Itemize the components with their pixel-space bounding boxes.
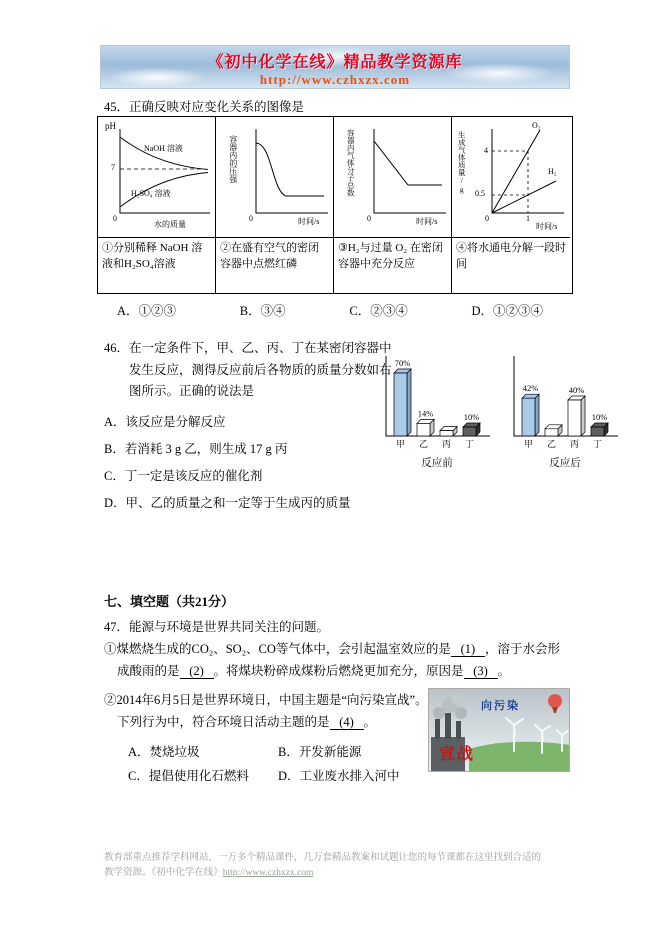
x-axis-label: 时间/s [416, 217, 438, 226]
q47-options [128, 742, 428, 784]
x-axis-label: 时间/s [536, 222, 558, 231]
svg-text:丁: 丁 [592, 439, 603, 449]
q45-caption-2 [216, 238, 334, 293]
q47-blank-3: (3) [464, 665, 498, 679]
svg-text:14%: 14% [417, 408, 434, 419]
x-axis-label: 时间/s [298, 217, 320, 226]
q45-caption-1 [98, 238, 216, 293]
svg-text:乙: 乙 [418, 439, 429, 449]
q47-p1-text: 。将煤块粉碎成煤粉后燃烧更加充分，原因是 [213, 663, 464, 678]
q45-graph-electrolysis [452, 117, 570, 238]
q47-option-d: D．工业废水排入河中 [278, 769, 400, 783]
svg-text:丁: 丁 [464, 439, 475, 449]
svg-text:42%: 42% [522, 383, 539, 394]
q45-stem: 45．正确反映对应变化关系的图像是 [104, 100, 305, 114]
bar-chart-before-plot [378, 346, 496, 454]
footer [104, 851, 576, 881]
q45-options [117, 301, 543, 319]
svg-text:70%: 70% [394, 358, 411, 368]
svg-text:甲: 甲 [395, 439, 406, 449]
y-axis-label: 容器内气体分子总数 [346, 129, 356, 197]
svg-text:乙: 乙 [546, 439, 557, 449]
o2-line-label: O₂ [532, 121, 541, 130]
poster-text-xuanzhan: 宣战 [439, 746, 476, 763]
ytick-05: 0.5 [475, 189, 485, 198]
q45-graph-table [97, 116, 573, 294]
q46-option-c: C．丁一定是该反应的催化剂 [104, 468, 263, 483]
footer-url: http://www.czhxzx.com [222, 868, 314, 878]
q45-option-b: B．③④ [239, 304, 286, 318]
footer-line-1: 教育部重点推荐学科网站，一万多个精品课件，几万套精品教案和试题让您的每节课都在这里找到合适的 [104, 853, 542, 863]
q45-graph-molecules [334, 117, 452, 238]
naoh-curve-label: NaOH 溶液 [144, 144, 183, 153]
svg-text:10%: 10% [591, 412, 608, 422]
q46-option-a: A．该反应是分解反应 [104, 414, 226, 429]
ytick-4: 4 [484, 146, 488, 155]
footer-line-2 [104, 866, 576, 881]
origin-label: 0 [367, 214, 371, 223]
q45-option-d: D．①②③④ [471, 304, 543, 318]
section-7-title: 七、填空题（共21分） [104, 594, 235, 609]
ph7-tick: 7 [111, 163, 115, 172]
bar-chart-before-caption: 反应前 [421, 458, 453, 469]
bar-chart-after [506, 346, 624, 470]
svg-text:40%: 40% [568, 385, 585, 395]
q45-option-a: A．①②③ [117, 304, 177, 318]
svg-text:丙: 丙 [569, 439, 580, 449]
bar-chart-after-caption: 反应后 [549, 458, 581, 469]
q47-blank-4: (4) [330, 716, 364, 730]
q45-option-c: C．②③④ [349, 304, 408, 318]
q47-p2-text: ②2014年6月5日是世界环境日，中国主题是“向污染宣战”。下列行为中，符合环境日活动主题的是 [104, 693, 428, 729]
h2so4-curve-label: H₂SO₄ 溶液 [131, 189, 171, 198]
y-axis-label: pH [105, 121, 116, 131]
caption-text: ②在盛有空气的密闭容器中点燃红磷 [220, 242, 319, 270]
bar-chart-before [378, 346, 496, 470]
q45-graph-pressure [216, 117, 334, 238]
q47-blank-2: (2) [180, 665, 214, 679]
svg-text:10%: 10% [463, 412, 480, 422]
q47-option-c: C．提倡使用化石燃料 [128, 769, 249, 783]
origin-label: 0 [249, 214, 253, 223]
q47-p1-text: ①煤燃烧生成的CO₂、SO₂、CO等气体中，会引起温室效应的是 [104, 642, 451, 656]
q47-p2-text: 。 [363, 714, 377, 729]
q46-charts [378, 346, 628, 470]
xtick-1: 1 [526, 214, 530, 223]
q46-stem: 46．在一定条件下，甲、乙、丙、丁在某密闭容器中发生反应，测得反应前后各物质的质量分数如右图所示。正确的说法是 [104, 341, 392, 398]
y-axis-label: 生成气体质量/g [457, 131, 467, 194]
q47-blank-1: (1) [451, 643, 485, 657]
origin-label: 0 [113, 214, 117, 223]
site-banner [100, 45, 570, 89]
q47-p1-text: 。 [497, 663, 511, 678]
q46-option-d: D．甲、乙的质量之和一定等于生成丙的质量 [104, 495, 351, 510]
q47-stem: 47．能源与环境是世界共同关注的问题。 [104, 620, 330, 634]
banner-url: http://www.czhxzx.com [259, 72, 411, 87]
q45-caption-3 [334, 238, 452, 293]
h2-line-label: H₂ [548, 167, 557, 176]
q47-option-a: A．焚烧垃圾 [128, 745, 200, 759]
q47-p1-text: ，溶于水会形成酸雨的是 [117, 642, 560, 678]
y-axis-label: 容器内的压强 [228, 135, 238, 183]
q46-option-b: B．若消耗 3 g 乙，则生成 17 g 丙 [104, 441, 288, 456]
q45-caption-4 [452, 238, 570, 293]
q46-block [104, 338, 608, 511]
caption-text: ④将水通电分解一段时间 [456, 242, 566, 270]
q47-paragraph-2 [104, 690, 430, 734]
electrolysis-graph-axes [452, 117, 568, 236]
footer-line-2-text: 教学资源。《初中化学在线》 [104, 868, 223, 878]
poster-text-xiangwuran: 向污染 [481, 700, 520, 712]
svg-text:丙: 丙 [441, 439, 452, 449]
q47-paragraph-1 [104, 639, 570, 683]
caption-text: ③H₂与过量 O₂ 在密闭容器中充分反应 [338, 242, 443, 270]
svg-text:甲: 甲 [523, 439, 534, 449]
origin-label: 0 [485, 214, 489, 223]
x-axis-label: 水的质量 [154, 220, 186, 229]
banner-title: 《初中化学在线》精品教学资源库 [207, 54, 463, 71]
caption-text: ①分别稀释 NaOH 溶液和H₂SO₄溶液 [102, 242, 203, 270]
environment-day-poster [428, 688, 570, 772]
bar-chart-after-plot [506, 346, 624, 454]
q45-graph-ph [98, 117, 216, 238]
q47-option-b: B．开发新能源 [278, 745, 362, 759]
